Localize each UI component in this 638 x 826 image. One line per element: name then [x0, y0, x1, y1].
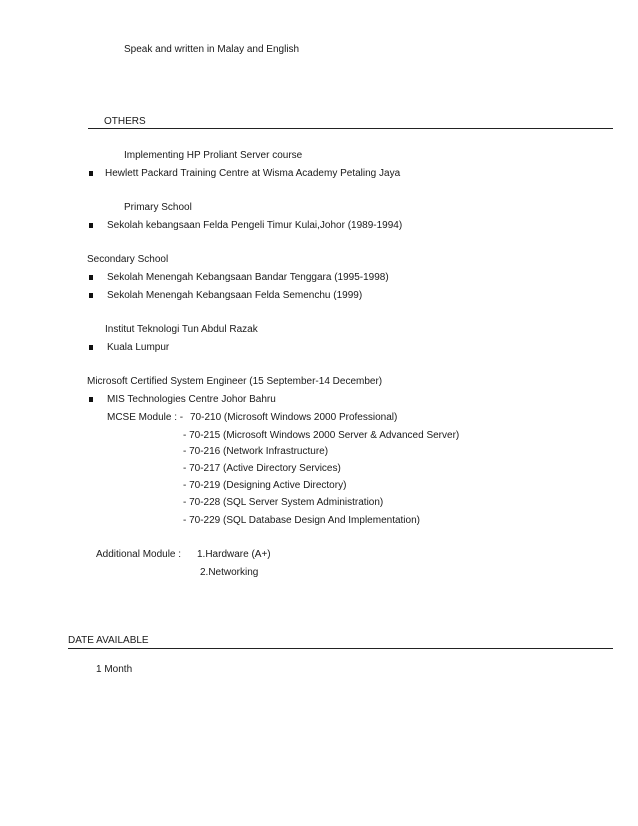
mcse-module: - 70-216 (Network Infrastructure): [183, 446, 329, 457]
institut-title: Institut Teknologi Tun Abdul Razak: [105, 324, 258, 335]
secondary-school-title: Secondary School: [87, 254, 169, 265]
section-divider: [88, 128, 613, 129]
mcse-module: - 70-228 (SQL Server System Administration): [183, 497, 384, 508]
bullet-icon: [89, 171, 93, 176]
bullet-icon: [89, 345, 93, 350]
additional-module-item: 2.Networking: [200, 567, 259, 578]
bullet-icon: [89, 223, 93, 228]
bullet-icon: [89, 275, 93, 280]
mcse-module: - 70-215 (Microsoft Windows 2000 Server & Advanced Server): [183, 430, 460, 441]
mcse-centre: MIS Technologies Centre Johor Bahru: [107, 394, 276, 405]
availability-value: 1 Month: [96, 664, 133, 675]
course-title: Implementing HP Proliant Server course: [124, 150, 303, 161]
mcse-title: Microsoft Certified System Engineer (15 September-14 December): [87, 376, 383, 387]
mcse-module-label: MCSE Module : -: [107, 412, 184, 423]
course-place: Hewlett Packard Training Centre at Wisma Academy Petaling Jaya: [105, 168, 401, 179]
bullet-icon: [89, 293, 93, 298]
section-heading-others: OTHERS: [104, 116, 146, 127]
section-heading-date-available: DATE AVAILABLE: [68, 635, 149, 646]
bullet-icon: [89, 397, 93, 402]
institut-place: Kuala Lumpur: [107, 342, 170, 353]
mcse-module: - 70-217 (Active Directory Services): [183, 463, 341, 474]
mcse-module: - 70-229 (SQL Database Design And Implementation): [183, 515, 420, 526]
additional-module-item: 1.Hardware (A+): [197, 549, 271, 560]
additional-module-label: Additional Module :: [96, 549, 182, 560]
section-divider: [68, 648, 613, 649]
mcse-module-first: 70-210 (Microsoft Windows 2000 Professional): [190, 412, 398, 423]
primary-school-title: Primary School: [124, 202, 192, 213]
secondary-school-place-1: Sekolah Menengah Kebangsaan Bandar Tenggara (1995-1998): [107, 272, 389, 283]
primary-school-place: Sekolah kebangsaan Felda Pengeli Timur Kulai,Johor (1989-1994): [107, 220, 403, 231]
mcse-module: - 70-219 (Designing Active Directory): [183, 480, 347, 491]
languages-line: Speak and written in Malay and English: [124, 44, 300, 55]
secondary-school-place-2: Sekolah Menengah Kebangsaan Felda Semenchu (1999): [107, 290, 363, 301]
